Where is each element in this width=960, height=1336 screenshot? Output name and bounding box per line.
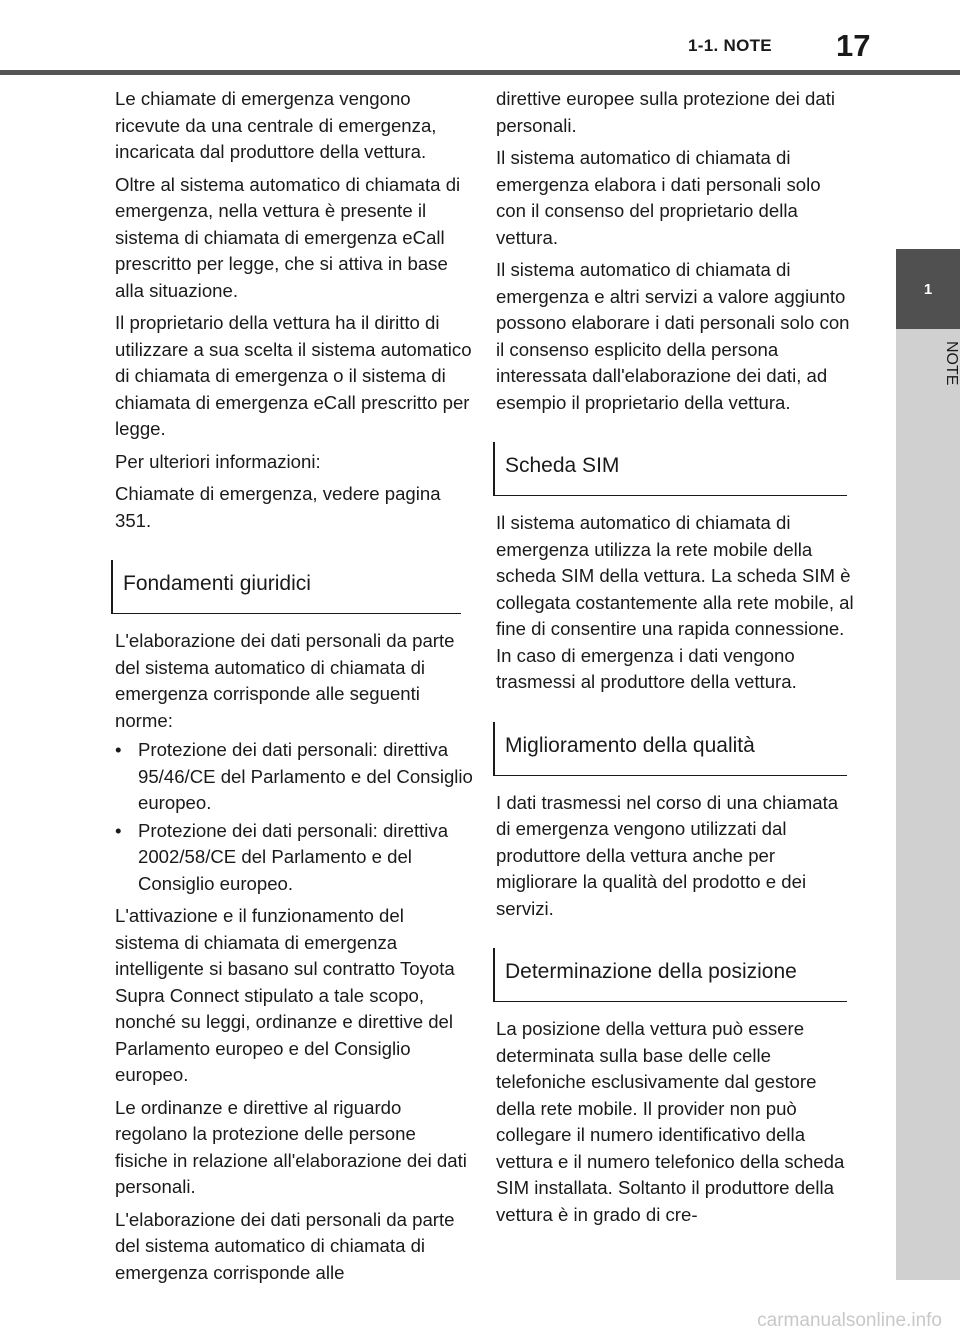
paragraph: Il proprietario della vettura ha il diritto di utilizzare a sua scelta il sistema automatico di chiamata di emergenza o il sistema di chiamata di emergenza eCall prescritto per legge.: [115, 312, 472, 439]
list-item: [115, 737, 473, 817]
section-heading-rule: [111, 613, 461, 614]
chapter-thumb-tab: [896, 249, 960, 329]
header-rule: [0, 70, 960, 75]
paragraph: I dati trasmessi nel corso di una chiamata di emergenza vengono utilizzati dal produttore della vettura anche per migliorare la qualità del prodotto e dei servizi.: [496, 791, 839, 919]
page-number: 17: [836, 28, 871, 63]
paragraph: Il sistema automatico di chiamata di emergenza utilizza la rete mobile della scheda SIM della vettura. La scheda SIM è collegata costantemente alla rete mobile, al fine di consentire una rapida connessione. In caso di emergenza i dati vengono trasmessi al produttore della vettura.: [496, 512, 854, 692]
bullet-marker: •: [115, 819, 122, 841]
section-heading: [493, 722, 854, 776]
paragraph: Le chiamate di emergenza vengono ricevute da una centrale di emergenza, incaricata dal produttore della vettura.: [115, 88, 437, 162]
section-heading-bar: [493, 442, 495, 496]
section-heading: [493, 442, 854, 496]
list-item-text: Protezione dei dati personali: direttiva 2002/58/CE del Parlamento e del Consiglio europeo.: [138, 819, 449, 894]
running-header-section: 1-1. NOTE: [688, 36, 772, 55]
section-heading-bar: [493, 722, 495, 776]
chapter-side-strip: [896, 329, 960, 1280]
section-heading-title: Fondamenti giuridici: [123, 572, 311, 595]
paragraph: Oltre al sistema automatico di chiamata di emergenza, nella vettura è presente il sistema di chiamata di emergenza eCall prescritto per legge, che si attiva in base alla situazione.: [115, 173, 461, 301]
list-item: [115, 818, 473, 898]
paragraph: Il sistema automatico di chiamata di emergenza e altri servizi a valore aggiunto possono elaborare i dati personali solo con il consenso esplicito della persona interessata dall'elaborazione dei dati, ad esempio il proprietario della vettura.: [496, 259, 850, 413]
paragraph: L'attivazione e il funzionamento del sistema di chiamata di emergenza intelligente si basano sul contratto Toyota Supra Connect stipulato a tale scopo, nonché su leggi, ordinanze e direttive del Parlamento europeo e del Consiglio europeo.: [115, 905, 455, 1085]
section-heading: [493, 948, 854, 1002]
paragraph: L'elaborazione dei dati personali da parte del sistema automatico di chiamata di emergenza corrisponde alle: [115, 1208, 455, 1283]
paragraph: La posizione della vettura può essere determinata sulla base delle celle telefoniche esclusivamente dal gestore della rete mobile. Il provider non può collegare il numero identificativo della vettura e il numero telefonico della scheda SIM installata. Soltanto il produttore della vettura è in grado di cre-: [496, 1018, 845, 1225]
section-heading-title: Determinazione della posizione: [505, 960, 797, 983]
section-heading-bar: [493, 948, 495, 1002]
paragraph: Per ulteriori informazioni:: [115, 450, 321, 472]
bullet-marker: •: [115, 739, 122, 760]
section-heading-title: Scheda SIM: [505, 454, 620, 477]
paragraph: Le ordinanze e direttive al riguardo regolano la protezione delle persone fisiche in relazione all'elaborazione dei dati personali.: [115, 1096, 467, 1197]
chapter-number: 1: [923, 281, 933, 298]
left-column: [115, 86, 473, 1292]
section-heading-bar: [111, 560, 113, 614]
watermark-link[interactable]: carmanualsonline.info: [757, 1310, 942, 1331]
paragraph: L'elaborazione dei dati personali da parte del sistema automatico di chiamata di emergenza corrisponde alle seguenti norme:: [115, 630, 455, 731]
section-heading: [111, 560, 473, 614]
section-heading-rule: [493, 495, 847, 496]
chapter-label: NOTE: [943, 341, 960, 386]
section-heading-rule: [493, 1001, 847, 1002]
section-heading-title: Miglioramento della qualità: [505, 733, 755, 757]
list-item-text: Protezione dei dati personali: direttiva 95/46/CE del Parlamento e del Consiglio europeo.: [138, 739, 473, 813]
paragraph: direttive europee sulla protezione dei dati personali.: [496, 88, 836, 136]
section-heading-rule: [493, 775, 847, 776]
paragraph: Il sistema automatico di chiamata di emergenza elabora i dati personali solo con il consenso del proprietario della vettura.: [496, 147, 821, 248]
right-column: [496, 86, 854, 1234]
paragraph-page-reference: Chiamate di emergenza, vedere pagina 351.: [115, 483, 441, 531]
